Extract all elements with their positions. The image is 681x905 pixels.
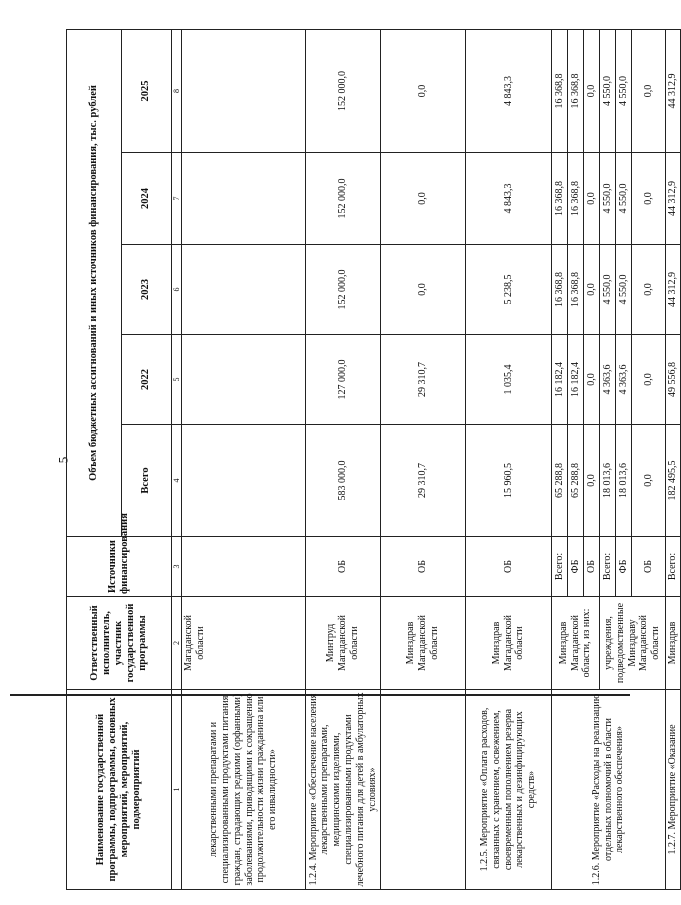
value-2022: 49 556,8 — [666, 335, 681, 425]
value-total: 15 960,5 — [466, 425, 552, 537]
row-source: ОБ — [381, 537, 466, 597]
row-name: 1.2.4. Мероприятие «Обеспечение населения лекарственными препаратами, медицинскими изделиями, специализированными продуктами лечебного питания для детей в амбулаторных условиях» — [306, 690, 381, 890]
row-source: ОБ — [306, 537, 381, 597]
header-year-2022: 2022 — [122, 335, 172, 425]
value-2023: 0,0 — [381, 245, 466, 335]
rotated-page — [66, 30, 678, 890]
value-2024: 152 000,0 — [306, 153, 381, 245]
value-total: 29 310,7 — [381, 425, 466, 537]
value-2022: 0,0 — [584, 335, 600, 425]
row-name: 1.2.6. Мероприятие «Расходы на реализацию отдельных полномочий в области лекарственного обеспечения» — [552, 690, 666, 890]
value-2025: 4 550,0 — [600, 29, 616, 152]
value-2025: 0,0 — [381, 29, 466, 152]
row-source: ОБ — [584, 537, 600, 597]
value-2023: 4 550,0 — [616, 245, 632, 335]
col-number: 6 — [172, 245, 182, 335]
value-2024: 4 550,0 — [616, 153, 632, 245]
value-2024: 4 550,0 — [600, 153, 616, 245]
row-executor: Минздрав Магаданской области, из них: — [552, 597, 600, 690]
page-number: 5 — [55, 456, 71, 464]
row-name: 1.2.7. Мероприятие «Оказание — [666, 690, 681, 890]
value-2024: 0,0 — [584, 153, 600, 245]
row-executor: Минздрав — [666, 597, 681, 690]
value-2025: 4 843,3 — [466, 29, 552, 152]
col-number: 8 — [172, 29, 182, 152]
value-2022: 1 035,4 — [466, 335, 552, 425]
value-2025: 0,0 — [632, 29, 666, 152]
value-2025: 16 368,8 — [552, 29, 568, 152]
value-2025: 44 312,9 — [666, 29, 681, 152]
row-source: Всего: — [666, 537, 681, 597]
value-2022: 127 000,0 — [306, 335, 381, 425]
value-total: 0,0 — [632, 425, 666, 537]
header-year-2023: 2023 — [122, 245, 172, 335]
header-year-2025: 2025 — [122, 29, 172, 152]
table-row — [381, 29, 466, 889]
value-2024: 0,0 — [381, 153, 466, 245]
row-name: лекарственными препаратами и специализированными продуктами питания граждан, страдающих редкими (орфанными) заболеваниями, приводящими к сокращению продолжительности жизни гражданина или его инвалидности» — [182, 690, 306, 890]
value-2022: 4 363,6 — [616, 335, 632, 425]
col-number: 1 — [172, 690, 182, 890]
table-row — [182, 29, 306, 889]
row-source: ФБ — [568, 537, 584, 597]
header-executor: Ответственный исполнитель, участник государственной программы — [67, 597, 172, 690]
value-2023: 4 550,0 — [600, 245, 616, 335]
row-executor: Минздрав Магаданской области — [381, 597, 466, 690]
value-2024: 16 368,8 — [568, 153, 584, 245]
value-total: 65 288,8 — [552, 425, 568, 537]
value-total: 0,0 — [584, 425, 600, 537]
value-2024: 0,0 — [632, 153, 666, 245]
value-total: 65 288,8 — [568, 425, 584, 537]
value-2023: 5 238,5 — [466, 245, 552, 335]
row-source: ОБ — [466, 537, 552, 597]
value-2024: 4 843,3 — [466, 153, 552, 245]
value-2023: 16 368,8 — [568, 245, 584, 335]
table-row — [666, 29, 681, 889]
row-name: 1.2.5. Мероприятие «Оплата расходов, связанных с хранением, освежением, своевременным пополнением резерва лекарственных и дезинфицирующих средств» — [466, 690, 552, 890]
col-number: 2 — [172, 597, 182, 690]
table-row — [306, 29, 381, 889]
value-total: 182 495,5 — [666, 425, 681, 537]
value-2023: 44 312,9 — [666, 245, 681, 335]
funding-table — [66, 29, 681, 890]
value-2025: 16 368,8 — [568, 29, 584, 152]
value-2025: 4 550,0 — [616, 29, 632, 152]
col-number: 4 — [172, 425, 182, 537]
header-name: Наименование государственной программы, подпрограммы, основных мероприятий, мероприятий, подмероприятий — [67, 690, 172, 890]
value-2022: 16 182,4 — [552, 335, 568, 425]
value-2023: 0,0 — [632, 245, 666, 335]
col-number: 7 — [172, 153, 182, 245]
header-source: Источники финансирования — [67, 537, 172, 597]
value-2023: 16 368,8 — [552, 245, 568, 335]
row-source: Всего: — [552, 537, 568, 597]
value-2024: 16 368,8 — [552, 153, 568, 245]
table-row — [466, 29, 552, 889]
col-number: 3 — [172, 537, 182, 597]
value-2024: 44 312,9 — [666, 153, 681, 245]
row-source: ОБ — [632, 537, 666, 597]
value-2022: 16 182,4 — [568, 335, 584, 425]
value-2025: 152 000,0 — [306, 29, 381, 152]
value-total: 18 013,6 — [616, 425, 632, 537]
value-2022: 0,0 — [632, 335, 666, 425]
col-number: 5 — [172, 335, 182, 425]
value-2023: 152 000,0 — [306, 245, 381, 335]
row-executor: Минздрав Магаданской области — [466, 597, 552, 690]
value-2023: 0,0 — [584, 245, 600, 335]
value-2022: 4 363,6 — [600, 335, 616, 425]
value-total: 18 013,6 — [600, 425, 616, 537]
row-executor: Минтруд Магаданской области — [306, 597, 381, 690]
value-2025: 0,0 — [584, 29, 600, 152]
row-executor: учреждения, подведомственные Минздраву Магаданской области — [600, 597, 666, 690]
column-numbers-row — [172, 29, 182, 889]
header-funding: Объем бюджетных ассигнований и иных источников финансирования, тыс. рублей — [67, 29, 122, 536]
header-year-2024: 2024 — [122, 153, 172, 245]
value-2022: 29 310,7 — [381, 335, 466, 425]
value-total: 583 000,0 — [306, 425, 381, 537]
row-source: Всего: — [600, 537, 616, 597]
row-executor: Магаданской области — [182, 597, 306, 690]
header-total: Всего — [122, 425, 172, 537]
table-row — [552, 29, 568, 889]
row-source: ФБ — [616, 537, 632, 597]
